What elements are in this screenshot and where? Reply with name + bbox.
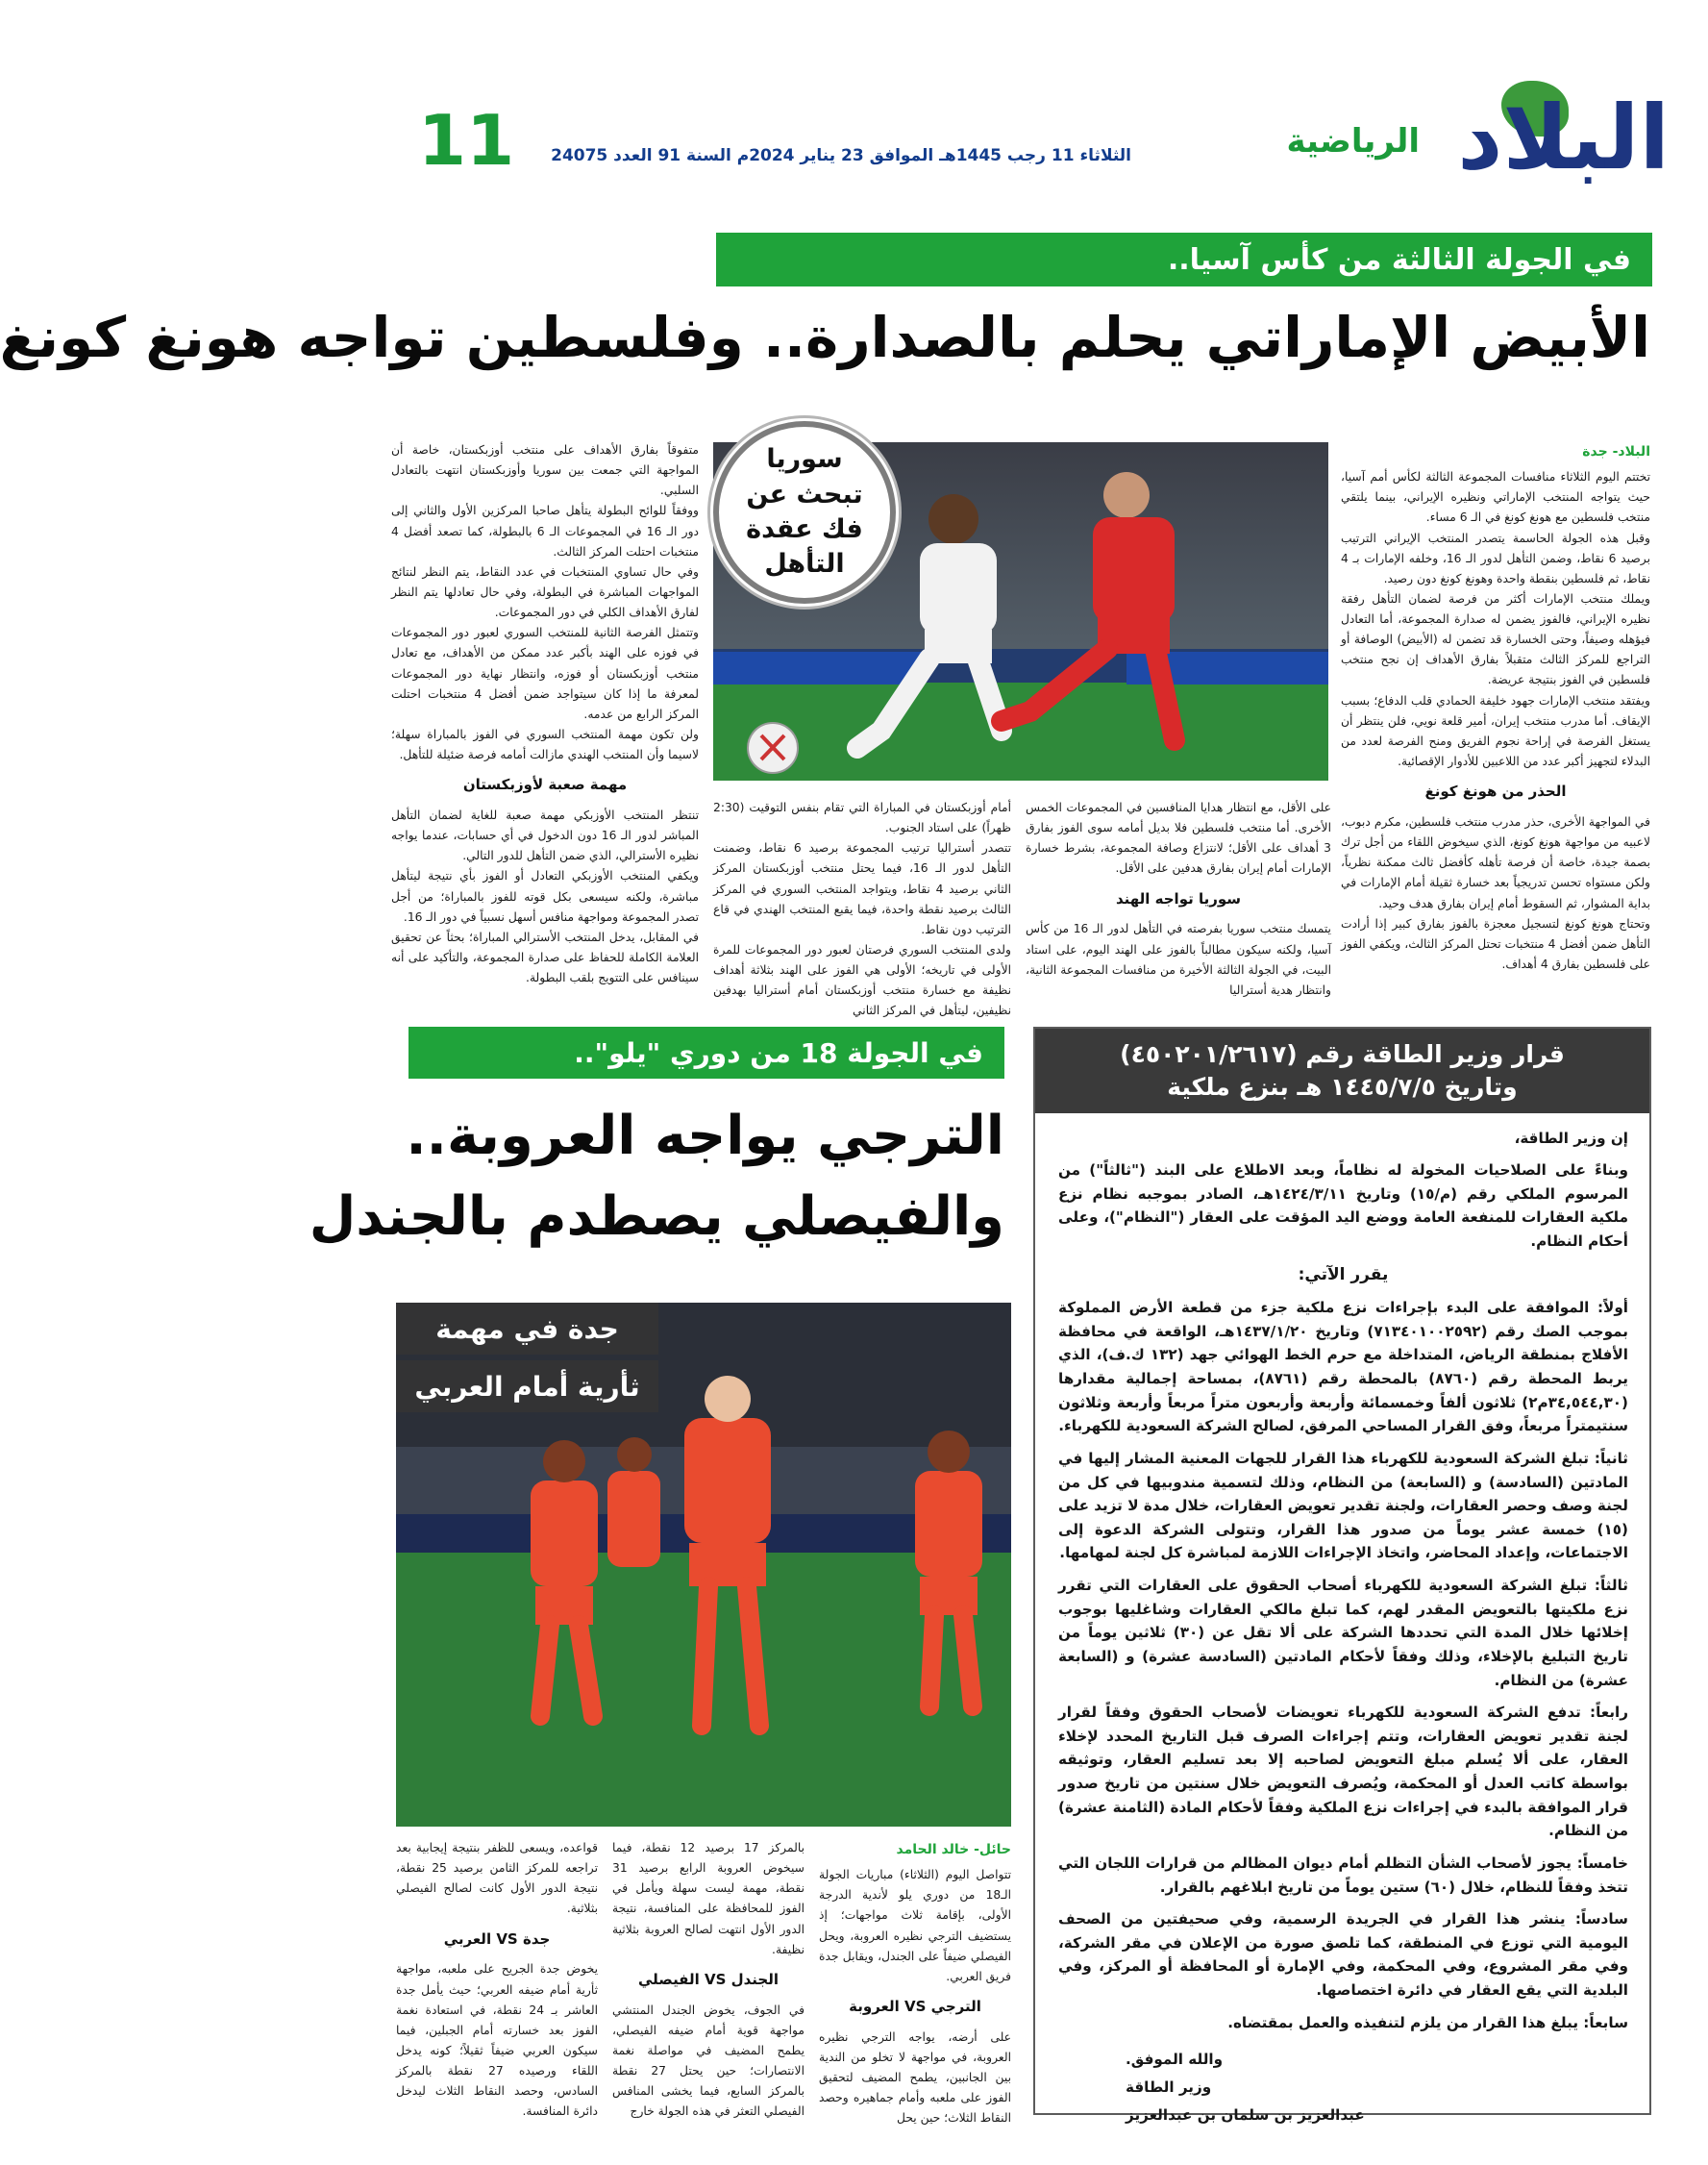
story1-kicker-text: في الجولة الثالثة من كأس آسيا.. (1167, 242, 1631, 277)
decree-item: رابعاً: تدفع الشركة السعودية للكهرباء تعويضات لأصحاب الحقوق وفقاً لقرار لجنة تقدير تعويض العقارات، وتتم إجراءات الصرف قبل التاريخ المحدد لإخلاء العقار، على ألا يُسلم مبلغ التعويض لصاحبه إلا بعد تسليم العقار، وتوثيقه بواسطة كاتب العدل أو المحكمة، ويُصرف التعويض خلال سنتين من تاريخ صدور قرار الموافقة بالبدء في إجراءات نزع الملكية وفقاً لأحكام المادة (الثامنة عشرة) من النظام. (1058, 1704, 1628, 1840)
decree-title-line1: قرار وزير الطاقة رقم (٤٥٠٢٠١/٢٦١٧) (1120, 1040, 1565, 1068)
story1-paragraph: تنتظر المنتخب الأوزبكي مهمة صعبة للغاية لضمان التأهل المباشر لدور الـ 16 دون الدخول في أي حسابات، عندما يواجه نظيره الأسترالي، الذي ضمن التأهل للدور التالي. (391, 809, 699, 863)
story2-paragraph: تتواصل اليوم (الثلاثاء) مباريات الجولة الـ18 من دوري يلو لأندية الدرجة الأولى، بإقامة ثلاث مواجهات؛ إذ يستضيف الترجي نظيره العروبة، ويحل الفيصلي ضيفاً على الجندل، ويقابل جدة فريق العربي. (819, 1868, 1011, 1983)
story2-paragraph: في الجوف، يخوض الجندل المنتشي مواجهة قوية أمام ضيفه الفيصلي، يطمح المضيف في مواصلة نغمة الانتصارات؛ حين يحتل 27 نقطة بالمركز السابع، فيما يخشى المنافس الفيصلي التعثر في هذه الجولة خارج (612, 2003, 804, 2119)
story1-paragraph: ولدى المنتخب السوري فرصتان لعبور دور المجموعات للمرة الأولى في تاريخه؛ الأولى هي الفوز على الهند بثلاثة أهداف نظيفة مع خسارة منتخب أوزبكستان أمام أستراليا بهدفين نظيفين، ليتأهل في المركز الثاني (713, 942, 1011, 1018)
story1-byline: البلاد- جدة (1582, 444, 1650, 460)
story1-column-4 (391, 440, 699, 990)
story2-photo-label-2 (396, 1360, 658, 1412)
story2-headline-line1: الترجي يواجه العروبة.. (406, 1105, 1004, 1167)
story2-paragraph: بالمركز 17 برصيد 12 نقطة، فيما سيخوض العروبة الرابع برصيد 31 نقطة، مهمة ليست سهلة ويأمل في الفوز للمحافظة على المنافسة، نتيجة الدور الأول انتهت لصالح العروبة بثلاثية نظيفة. (612, 1841, 804, 1956)
story2-photo-label-1 (396, 1303, 658, 1355)
story1-subhead: سوريا تواجه الهند (1115, 889, 1242, 908)
story1-paragraph: ويملك منتخب الإمارات أكثر من فرصة لضمان التأهل رفقة نظيره الإيراني، فالفوز يضمن له صدارة المجموعة، أما التعادل فيؤهله وصيفاً، وحتى الخسارة قد تضمن له (الأبيض) الوصافة أو التراجع للمركز الثالث متقبلاً بفارق الأهداف إن نجح منتخب فلسطين في الفوز بنتيجة عريضة. (1341, 591, 1650, 687)
story1-paragraph: تتصدر أستراليا ترتيب المجموعة برصيد 6 نقاط، وضمنت التأهل لدور الـ 16، فيما يحتل منتخب أوزبكستان المركز الثاني برصيد 4 نقاط، ويتواجد المنتخب السوري في المركز الثالث برصيد نقطة واحدة، فيما يقبع المنتخب الهندي في قاع الترتيب دون نقاط. (713, 841, 1011, 936)
story1-paragraph: يتمسك منتخب سوريا بفرصته في التأهل لدور الـ 16 من كأس آسيا، ولكنه سيكون مطالباً بالفوز على الهند اليوم، على استاد البيت، في الجولة الثالثة الأخيرة من منافسات المجموعة الثانية، وانتظار هدية أستراليا (1026, 922, 1331, 997)
newspaper-logo (1439, 75, 1670, 190)
story2-subhead: جدة VS العربي (443, 1929, 551, 1948)
story1-paragraph: وتتمثل الفرصة الثانية للمنتخب السوري لعبور دور المجموعات في فوزه على الهند بأكبر عدد ممكن من الأهداف، مع تعادل منتخب أوزبكستان أو فوزه، وانتظار نهاية دور المجموعات لمعرفة ما إذا كان سيتواجد ضمن أفضل 4 منتخبات احتلت المركز الرابع من عدمه. (391, 626, 699, 721)
story1-paragraph: وتحتاج هونغ كونغ لتسجيل معجزة بالفوز بفارق كبير إذا أرادت التأهل ضمن أفضل 4 منتخبات تحتل المركز الثالث، ويكفي الفوز على فلسطين بفارق 4 أهداف. (1341, 916, 1650, 971)
photo-label-1-text: جدة في مهمة (435, 1312, 619, 1345)
page-number: 11 (418, 100, 515, 181)
story2-byline: حائل- خالد الحامد (896, 1842, 1011, 1857)
story2-column-1 (819, 1838, 1011, 2127)
decree-item: سادساً: ينشر هذا القرار في الجريدة الرسمية، وفي صحيفتين من الصحف اليومية التي توزع في المنطقة، كما تلصق صورة من الإعلان في مقر الشركة، وفي مقر المشروع، وفي المحكمة، وفي الإمارة أو المحافظة أو المركز، وفي البلدية التي يقع العقار في دائرة اختصاصها. (1058, 1910, 1628, 2000)
story1-paragraph: في المواجهة الأخرى، حذر مدرب منتخب فلسطين، مكرم دبوب، لاعبيه من مواجهة هونغ كونغ، الذي سيخوض اللقاء من أجل ترك بصمة جيدة، خاصة أن فرصة تأهله كأفضل ثالث ممكنة نظرياً، ولكن مستواه تحسن تدريجياً بعد خسارة ثقيلة أمام الإمارات في بداية المشوار، ثم السقوط أمام إيران بفارق هدف وحيد. (1341, 814, 1650, 910)
story2-column-2 (612, 1838, 804, 2127)
decree-item: أولاً: الموافقة على البدء بإجراءات نزع ملكية جزء من قطعة الأرض المملوكة بموجب الصك رقم (٧١٣٤٠١٠٠٢٥٩٢) وتاريخ ١٤٣٧/١/٢٠هـ، الواقعة في محافظة الأفلاج بمنطقة الرياض، المتداخلة مع حرم الخط الهوائي جهد (١٣٢ ك.ف)، الذي يربط المحطة رقم (٨٧٦٠) بالمحطة رقم (٨٧٦١)، بمساحة إجمالية مقدارها (٣٤,٥٤٤,٣٠م٢) ثلاثون ألفاً وخمسمائة وأربعة وأربعون متراً مربعاً وأربعة وثلاثون سنتيمتراً مربعاً، وفق القرار المساحي المرفق، لصالح الشركة السعودية للكهرباء. (1058, 1299, 1629, 1435)
decree-item: سابعاً: يبلغ هذا القرار من يلزم لتنفيذه والعمل بمقتضاه. (1227, 2013, 1628, 2031)
decree-item: ثانياً: تبلغ الشركة السعودية للكهرباء هذا القرار للجهات المعنية المشار إليها في المادتين (السادسة) و (السابعة) من النظام، وذلك لتسمية مندوبيها في كل من لجنة وصف وحصر العقارات، ولجنة تقدير تعويض العقارات، خلال مدة لا تزيد على (١٥) خمسة عشر يوماً من صدور هذا القرار، وتتولى الشركة الدعوة إلى الاجتماعات، وإعداد المحاضر، واتخاذ الإجراءات اللازمة لمباشرة كل لجنة لمهامها. (1058, 1449, 1628, 1562)
story1-column-2 (1026, 798, 1331, 997)
story1-circle-caption (713, 421, 896, 604)
story1-paragraph: تختتم اليوم الثلاثاء منافسات المجموعة الثالثة لكأس أمم آسيا، حيث يتواجه المنتخب الإماراتي ونظيره الإيراني، بينما يلتقي منتخب فلسطين مع هونغ كونغ في الـ 6 مساء. (1341, 470, 1650, 525)
minister-title: وزير الطاقة (1126, 2078, 1212, 2097)
decree-body (1035, 1113, 1649, 2141)
story1-subhead: مهمة صعبة لأوزبكستان (462, 776, 628, 794)
decree-item: خامساً: يجوز لأصحاب الشأن التظلم أمام ديوان المظالم من قرارات اللجان التي تتخذ وفقاً للنظام، خلال (٦٠) ستين يوماً من تاريخ ابلاغهم بالقرار. (1058, 1854, 1628, 1896)
photo-label-2-text: ثأرية أمام العربي (414, 1370, 640, 1403)
story1-paragraph: متفوقاً بفارق الأهداف على منتخب أوزبكستان، خاصة أن المواجهة التي جمعت بين سوريا وأوزبكستان انتهت بالتعادل السلبي. (391, 443, 699, 498)
story1-paragraph: في المقابل، يدخل المنتخب الأسترالي المباراة؛ بحثاً عن تحقيق العلامة الكاملة للحفاظ على صدارة المجموعة، والتأكيد على أنه سينافس على التتويج بلقب البطولة. (391, 930, 699, 985)
story2-paragraph: يخوض جدة الجريح على ملعبه، مواجهة ثأرية أمام ضيفه العربي؛ حيث يأمل جدة العاشر بـ 24 نقطة، في استعادة نغمة الفوز بعد خسارته أمام الجبلين، فيما سيكون العربي ضيفاً ثقيلاً؛ كونه يدخل اللقاء ورصيده 27 نقطة بالمركز السادس، وحصد النقاط الثلاث ليدخل دائرة المنافسة. (396, 1962, 599, 2119)
story1-paragraph: وفي حال تساوي المنتخبات في عدد النقاط، يتم النظر لنتائج المواجهات المباشرة في البطولة، وفي حال تعادلها يتم النظر لفارق الأهداف الكلي في دور المجموعات. (391, 564, 699, 620)
story1-paragraph: وقبل هذه الجولة الحاسمة يتصدر المنتخب الإيراني الترتيب برصيد 6 نقاط، وضمن التأهل لدور الـ 16، وخلفه الإمارات بـ 4 نقاط، ثم فلسطين بنقطة واحدة وهونغ كونغ دون رصيد. (1341, 531, 1651, 585)
section-name: الرياضية (1286, 122, 1420, 161)
story2-headline-line2: والفيصلي يصطدم بالجندل (309, 1185, 1004, 1248)
decree-decides: يقرر الآتي: (1298, 1264, 1389, 1284)
story1-kicker (716, 233, 1652, 286)
minister-name: عبدالعزيز بن سلمان بن عبدالعزيز (1126, 2106, 1365, 2125)
story1-paragraph: ويفتقد منتخب الإمارات جهود خليفة الحمادي قلب الدفاع؛ بسبب الإيقاف. أما مدرب منتخب إيران، أمير قلعة نويي، فلن ينتظر أن يستغل الفرصة في إراحة نجوم الفريق ومنح الفرصة لعدد من البدلاء لتجهيز أكبر عدد من اللاعبين للأدوار الإقصائية. (1341, 693, 1650, 769)
story2-kicker-text: في الجولة 18 من دوري "يلو".. (574, 1036, 983, 1069)
story1-paragraph: أمام أوزبكستان في المباراة التي تقام بنفس التوقيت (2:30 ظهراً) على استاد الجنوب. (713, 801, 1011, 835)
story1-paragraph: ولن تكون مهمة المنتخب السوري في الفوز بالمباراة سهلة؛ لاسيما وأن المنتخب الهندي مازالت أمامه فرصة ضئيلة للتأهل. (391, 727, 699, 762)
story2-subhead: الترجي VS العروبة (849, 1997, 981, 2015)
decree-title-line2: وتاريخ ١٤٤٥/٧/٥ هـ بنزع ملكية (1167, 1072, 1518, 1101)
decree-box (1033, 1027, 1651, 2125)
decree-closing: والله الموفق. (1126, 2051, 1224, 2069)
story2-paragraph: على أرضه، يواجه الترجي نظيره العروبة، في مواجهة لا تخلو من الندية بين الجانبين، يطمح المضيف لتحقيق الفوز على ملعبه وأمام جماهيره وحصد النقاط الثلاث؛ حين يحل (819, 2029, 1011, 2126)
story1-paragraph: ويكفي المنتخب الأوزبكي التعادل أو الفوز بأي نتيجة ليتأهل مباشرة، ولكنه سيسعى بكل قوته للفوز بالمباراة؛ من أجل تصدر المجموعة ومواجهة منافس أسهل نسبياً في دور الـ 16. (391, 869, 699, 924)
logo-text: البلاد (1457, 87, 1670, 189)
decree-signature (1058, 2046, 1628, 2129)
story1-paragraph: على الأقل، مع انتظار هدايا المنافسين في المجموعات الخمس الأخرى. أما منتخب فلسطين فلا بديل أمامه سوى الفوز بفارق 3 أهداف على الأقل؛ لانتزاع وصافة المجموعة، بشرط خسارة الإمارات أمام إيران بفارق هدفين على الأقل. (1026, 801, 1331, 876)
decree-opening: إن وزير الطاقة، (1514, 1129, 1628, 1147)
decree-item: ثالثاً: تبلغ الشركة السعودية للكهرباء أصحاب الحقوق على العقارات التي تقرر نزع ملكيتها بالتعويض المقدر لهم، كما تبلغ مالكي العقارات وشاغليها بوجوب إخلائها خلال المدة التي تحددها الشركة على ألا تقل عن (٣٠) ثلاثين يوماً من تاريخ التبليغ بالإخلاء، وذلك وفقاً لأحكام المادتين (السادسة عشرة) و (السابعة عشرة) من النظام. (1058, 1577, 1628, 1689)
story1-paragraph: ووفقاً للوائح البطولة يتأهل صاحبا المركزين الأول والثاني إلى دور الـ 16 في المجموعات الـ 6 بالبطولة، كما تصعد أفضل 4 منتخبات احتلت المركز الثالث. (391, 504, 699, 559)
circle-caption-text: سوريا تبحث عن فك عقدة التأهل (746, 444, 863, 580)
story1-subhead: الحذر من هونغ كونغ (1424, 783, 1567, 801)
story1-column-1 (1341, 440, 1650, 988)
story2-column-3 (396, 1838, 598, 2127)
story2-paragraph: قواعده، ويسعى للظفر بنتيجة إيجابية بعد تراجعه للمركز الثامن برصيد 25 نقطة، نتيجة الدور الأول كانت لصالح الفيصلي بثلاثية. (396, 1841, 599, 1916)
issue-line: الثلاثاء 11 رجب 1445هـ الموافق 23 يناير 2024م السنة 91 العدد 24075 (551, 146, 1131, 165)
story2-kicker (408, 1027, 1004, 1079)
story1-headline: الأبيض الإماراتي يحلم بالصدارة.. وفلسطين تواجه هونغ كونغ (0, 305, 1650, 370)
masthead (343, 0, 1708, 212)
story1-column-3 (713, 798, 1011, 1018)
decree-preamble: وبناءً على الصلاحيات المخولة له نظاماً، وبعد الاطلاع على البند ("ثالثاً") من المرسوم الملكي رقم (م/١٥) وتاريخ ١٤٢٤/٣/١١هـ، الصادر بموجبه نظام نزع ملكية العقارات للمنفعة العامة ووضع اليد المؤقت على العقار ("النظام")، وعلى أحكام النظام. (1058, 1161, 1628, 1250)
decree-title (1035, 1029, 1649, 1113)
story2-subhead: الجندل VS الفيصلي (637, 1970, 780, 1988)
